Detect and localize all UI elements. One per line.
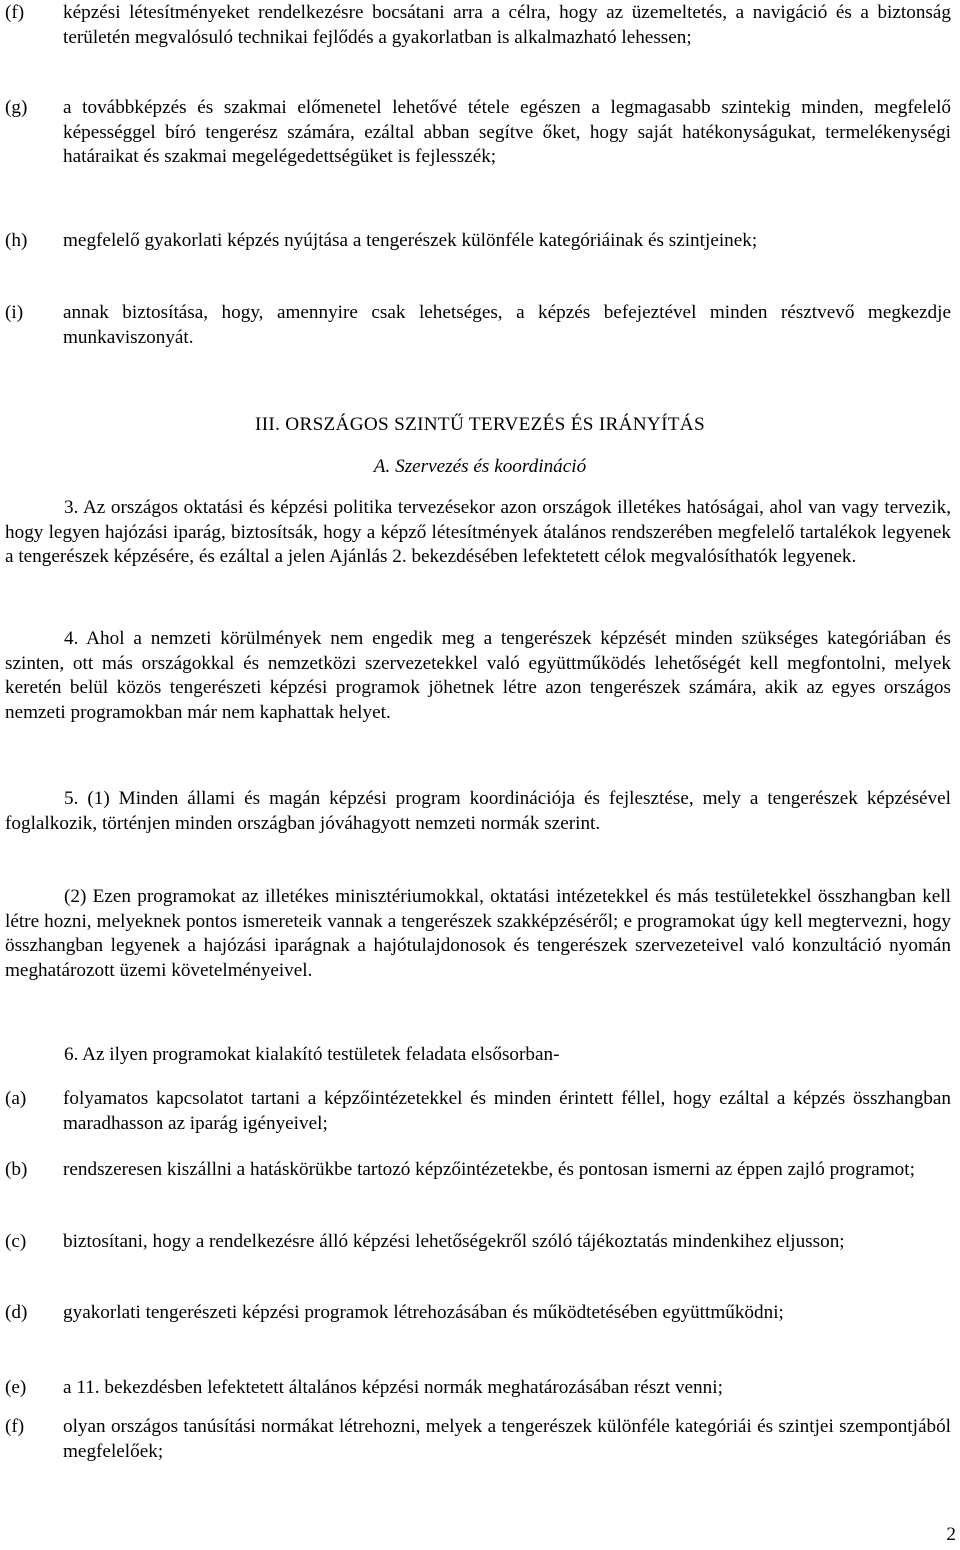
- list-item-label: (h): [5, 230, 28, 251]
- list-item-label: (f): [5, 2, 25, 23]
- list-item-label: (a): [5, 1088, 27, 1109]
- list-item-label: (c): [5, 1231, 27, 1252]
- list-item-text: olyan országos tanúsítási normákat létrehozni, melyek a tengerészek különféle kategóriái és szintjei szempontjából megfelelőek;: [63, 1416, 951, 1462]
- list-item-f: [5, 1, 951, 50]
- list-item-text: megfelelő gyakorlati képzés nyújtása a tengerészek különféle kategóriáinak és szintjeinek;: [63, 230, 758, 251]
- paragraph-4: 4. Ahol a nemzeti körülmények nem engedik meg a tengerészek képzését minden szükséges kategóriában és szinten, ott más országokkal és nemzetközi szervezetekkel való együttműködés lehetőségét kell megfontolni, melyek keretén belül közös tengerészeti képzési programok jöhetnek létre azon tengerészek számára, akik az egyes országos nemzeti programokban már nem kaphattak helyet.: [5, 628, 951, 723]
- list-item-text: annak biztosítása, hogy, amennyire csak lehetséges, a képzés befejeztével minden résztvevő megkezdje munkaviszonyát.: [63, 302, 951, 348]
- list-item-text: rendszeresen kiszállni a hatáskörükbe tartozó képzőintézetekbe, és pontosan ismerni az éppen zajló programot;: [63, 1159, 915, 1180]
- list-item-text: gyakorlati tengerészeti képzési programok létrehozásában és működtetésében együttműködni;: [63, 1302, 784, 1323]
- list-item-label: (g): [5, 97, 28, 118]
- list-item-d: [5, 1301, 951, 1326]
- list-item-i: [5, 301, 951, 350]
- paragraph-5-2: (2) Ezen programokat az illetékes minisztériumokkal, oktatási intézetekkel és más testületekkel összhangban kell létre hozni, melyeknek pontos ismereteik vannak a tengerészek szakképzéséről; e programokat úgy kell megtervezni, hogy összhangban legyenek a hajózási iparágnak a hajótulajdonosok és tengerészek szervezeteivel való konzultáció nyomán meghatározott üzemi követelményeivel.: [5, 886, 951, 981]
- list-item-text: biztosítani, hogy a rendelkezésre álló képzési lehetőségekről szóló tájékoztatás mindenkihez eljusson;: [63, 1231, 845, 1252]
- list-item-label: (e): [5, 1377, 27, 1398]
- list-item-label: (i): [5, 302, 24, 323]
- list-item-text: folyamatos kapcsolatot tartani a képzőintézetekkel és minden érintett féllel, hogy ezáltal a képzés összhangban maradhasson az iparág igényeivel;: [63, 1088, 951, 1134]
- subsection-title: A. Szervezés és koordináció: [373, 456, 587, 477]
- list-item-e: [5, 1376, 951, 1401]
- list-item-label: (f): [5, 1416, 25, 1437]
- list-item-h: [5, 229, 951, 254]
- list-item-b: [5, 1158, 951, 1183]
- list-item-c: [5, 1230, 951, 1255]
- paragraph-6: 6. Az ilyen programokat kialakító testületek feladata elsősorban-: [64, 1044, 560, 1065]
- section-title: III. ORSZÁGOS SZINTŰ TERVEZÉS ÉS IRÁNYÍTÁS: [255, 414, 705, 435]
- list-item-g: [5, 96, 951, 170]
- list-item-a: [5, 1087, 951, 1136]
- list-item-text: a 11. bekezdésben lefektetett általános képzési normák meghatározásában részt venni;: [63, 1377, 723, 1398]
- list-item-text: a továbbképzés és szakmai előmenetel lehetővé tétele egészen a legmagasabb szintekig minden, megfelelő képességgel bíró tengerész számára, ezáltal abban segítve őket, hogy saját hatékonyságukat, termelékenységi határaikat és szakmai megelégedettségüket is fejlesszék;: [63, 97, 951, 168]
- paragraph-5-1: 5. (1) Minden állami és magán képzési program koordinációja és fejlesztése, mely a tengerészek képzésével foglalkozik, történjen minden országban jóváhagyott nemzeti normák szerint.: [5, 788, 951, 834]
- paragraph-3: 3. Az országos oktatási és képzési politika tervezésekor azon országok illetékes hatóságai, ahol van vagy tervezik, hogy legyen hajózási iparág, biztosítsák, hogy a képző létesítmények átalános rendszerében megfelelő tartalékok legyenek a tengerészek képzésére, és ezáltal a jelen Ajánlás 2. bekezdésében lefektetett célok megvalósíthatók legyenek.: [5, 497, 951, 568]
- list-item-text: képzési létesítményeket rendelkezésre bocsátani arra a célra, hogy az üzemeltetés, a navigáció és a biztonság területén megvalósuló technikai fejlődés a gyakorlatban is alkalmazható lehessen;: [63, 2, 951, 48]
- list-item-label: (d): [5, 1302, 28, 1323]
- list-item-f2: [5, 1415, 951, 1464]
- list-item-label: (b): [5, 1159, 28, 1180]
- page-number: 2: [946, 1524, 956, 1545]
